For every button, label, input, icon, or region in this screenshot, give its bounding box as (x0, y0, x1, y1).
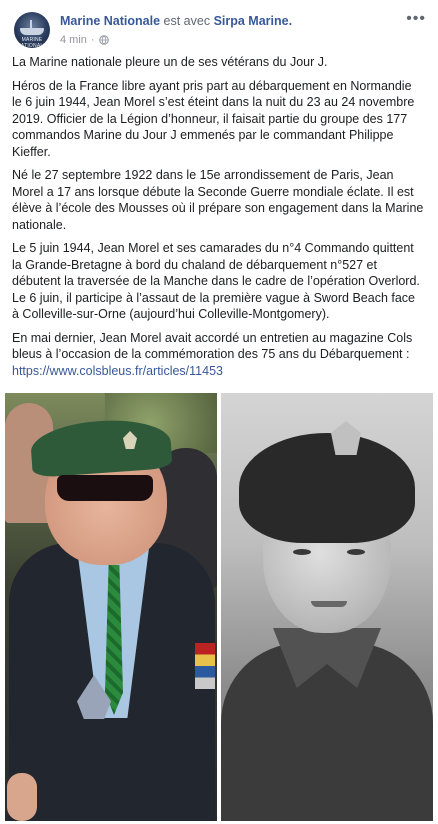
post-paragraph-text: En mai dernier, Jean Morel avait accordé un entretien au magazine Cols bleus à l’occasion de la commémoration des 75 ans du Débarquement : (12, 330, 413, 361)
tagged-page-link[interactable]: Sirpa Marine. (213, 14, 293, 28)
mouth (311, 601, 347, 607)
meta-separator: · (90, 34, 95, 46)
post-meta (60, 34, 109, 46)
medals (195, 643, 215, 689)
post-paragraph-last (12, 330, 424, 380)
photo-grid (0, 392, 438, 824)
post-paragraph: Héros de la France libre ayant pris part au débarquement en Normandie le 6 juin 1944, Jean Morel s’est éteint dans la nuit du 23 au 24 novembre 2019. Officier de la Légion d’honneur, il faisait partie du groupe des 177 commandos Marine du Jour J emmenés par le commandant Philippe Kieffer. (12, 78, 415, 159)
post-paragraph: Né le 27 septembre 1922 dans le 15e arrondissement de Paris, Jean Morel a 17 ans lorsque débute la Seconde Guerre mondiale éclate. Il est élève à l’école des Mousses où il prépare son engagement dans la Marine nationale. (12, 168, 424, 232)
post-paragraph: La Marine nationale pleure un de ses vétérans du Jour J. (12, 55, 328, 69)
photo-veteran[interactable] (5, 393, 217, 821)
sunglasses (57, 475, 153, 501)
eye (347, 549, 365, 555)
with-text: est avec (163, 14, 211, 28)
beret (239, 433, 415, 543)
post-header (8, 8, 432, 52)
eye (293, 549, 311, 555)
uniform-jacket (221, 643, 433, 821)
photo-young-commando[interactable] (221, 393, 433, 821)
globe-icon (99, 35, 109, 45)
post-paragraph: Le 5 juin 1944, Jean Morel et ses camarades du n°4 Commando quittent la Grande-Bretagne à bord du chaland de débarquement n°527 et débutent la traversée de la Manche dans le cadre de l’opération Overlord. Le 6 juin, il participe à l’assaut de la première vague à Sword Beach face à Colleville-sur-Orne (aujourd’hui Colleville-Montgomery). (12, 241, 420, 321)
hand (7, 773, 37, 821)
more-icon[interactable]: ••• (406, 10, 426, 27)
avatar-logo-text: MARINE NATIONALE (17, 37, 47, 48)
post-timestamp[interactable]: 4 min (60, 34, 87, 46)
article-link[interactable]: https://www.colsbleus.fr/articles/11453 (12, 363, 223, 378)
avatar-ship (20, 28, 44, 35)
avatar[interactable] (14, 12, 50, 48)
author-name-link[interactable]: Marine Nationale (60, 14, 161, 28)
author-line (60, 14, 292, 28)
post-text (12, 54, 424, 386)
beret-badge (331, 421, 361, 455)
